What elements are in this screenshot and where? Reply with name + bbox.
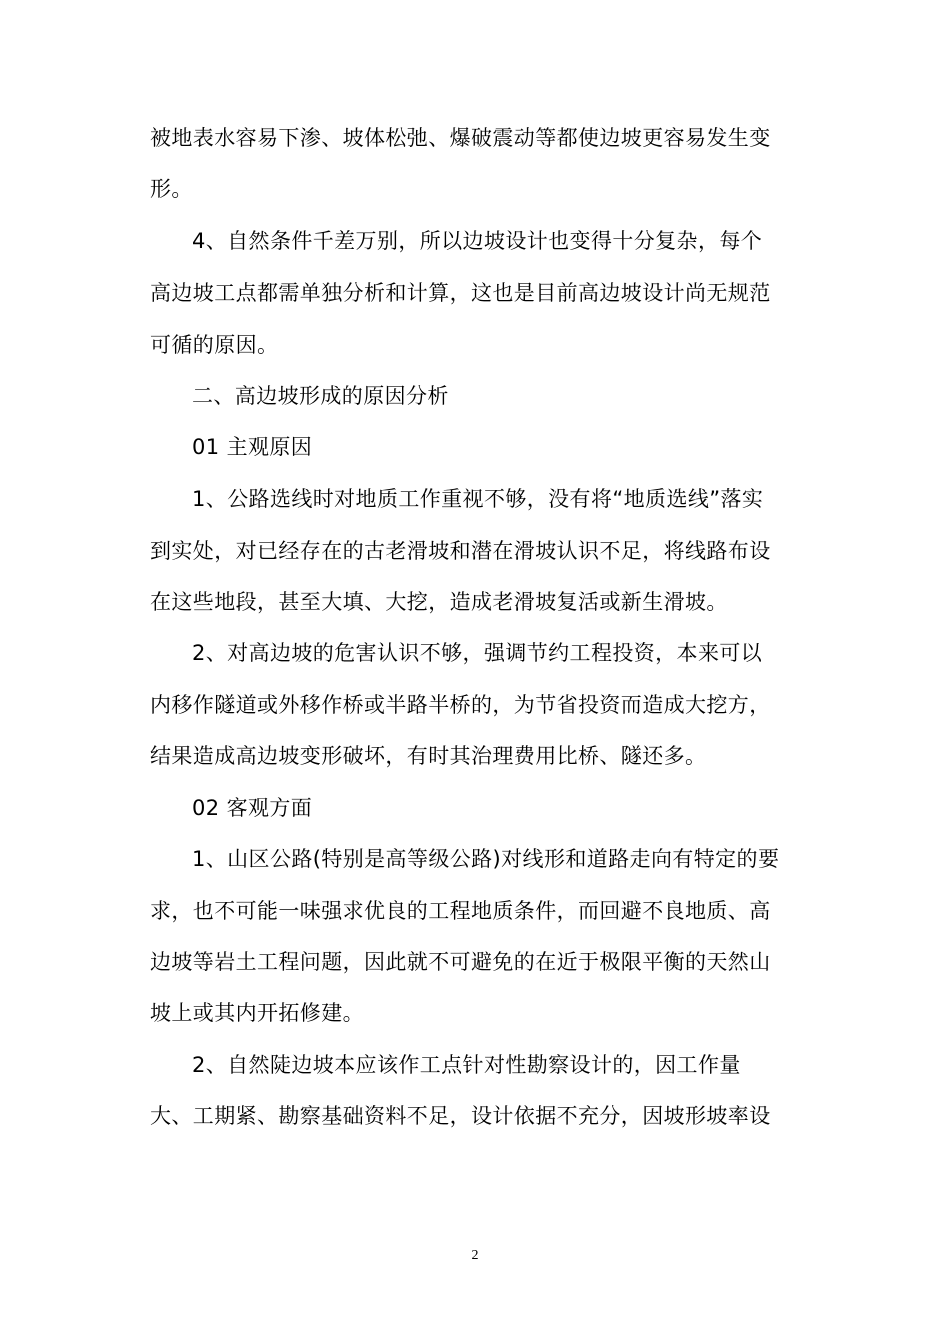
text-line: 大、工期紧、勘察基础资料不足，设计依据不充分，因坡形坡率设	[150, 1104, 771, 1128]
text-line: 到实处，对已经存在的古老滑坡和潜在滑坡认识不足，将线路布设	[150, 539, 771, 563]
text-line: 内移作隧道或外移作桥或半路半桥的，为节省投资而造成大挖方，	[150, 693, 771, 717]
text-line: 被地表水容易下渗、坡体松弛、爆破震动等都使边坡更容易发生变	[150, 126, 771, 150]
paragraph-start: 2、自然陡边坡本应该作工点针对性勘察设计的，因工作量	[192, 1053, 741, 1077]
paragraph-start: 4、自然条件千差万别，所以边坡设计也变得十分复杂，每个	[192, 229, 763, 253]
text-line: 边坡等岩土工程问题，因此就不可避免的在近于极限平衡的天然山	[150, 950, 771, 974]
page-number: 2	[471, 1248, 479, 1263]
subsection-heading: 02 客观方面	[192, 796, 313, 820]
section-heading: 二、高边坡形成的原因分析	[192, 384, 449, 408]
subsection-heading: 01 主观原因	[192, 435, 313, 459]
text-line: 结果造成高边坡变形破坏，有时其治理费用比桥、隧还多。	[150, 744, 707, 768]
paragraph-start: 1、山区公路(特别是高等级公路)对线形和道路走向有特定的要	[192, 847, 780, 871]
text-line: 坡上或其内开拓修建。	[150, 1001, 364, 1025]
text-line: 在这些地段，甚至大填、大挖，造成老滑坡复活或新生滑坡。	[150, 590, 728, 614]
paragraph-start: 2、对高边坡的危害认识不够，强调节约工程投资，本来可以	[192, 641, 763, 665]
text-line: 形。	[150, 177, 193, 201]
paragraph-start: 1、公路选线时对地质工作重视不够，没有将“地质选线”落实	[192, 487, 764, 511]
text-line: 求，也不可能一味强求优良的工程地质条件，而回避不良地质、高	[150, 899, 771, 923]
text-line: 高边坡工点都需单独分析和计算，这也是目前高边坡设计尚无规范	[150, 281, 771, 305]
text-line: 可循的原因。	[150, 333, 279, 357]
